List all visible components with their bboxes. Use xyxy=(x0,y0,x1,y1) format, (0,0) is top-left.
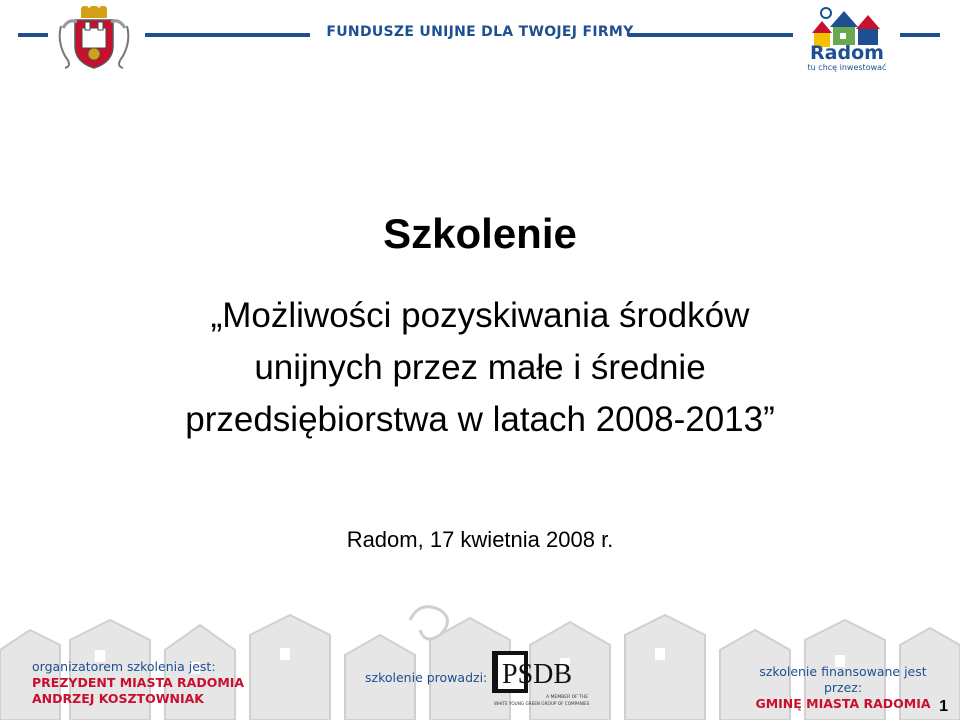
organizer-name: PREZYDENT MIASTA RADOMIA xyxy=(32,675,245,690)
svg-text:Radom: Radom xyxy=(810,42,884,64)
subtitle-line: unijnych przez małe i średnie xyxy=(254,348,706,387)
funded-label: szkolenie finansowane jest przez: xyxy=(759,664,927,695)
svg-text:A MEMBER OF THE: A MEMBER OF THE xyxy=(546,695,589,700)
slide-title: Szkolenie xyxy=(383,210,577,257)
slide-subtitle xyxy=(0,290,960,446)
slide-date: Radom, 17 kwietnia 2008 r. xyxy=(346,527,614,552)
svg-text:tu chcę inwestować: tu chcę inwestować xyxy=(807,63,887,72)
psdb-logo-icon xyxy=(488,651,594,707)
footer-organizer xyxy=(32,659,244,707)
coat-of-arms-icon xyxy=(55,6,133,70)
page-number: 1 xyxy=(939,698,948,715)
organizer-person: ANDRZEJ KOSZTOWNIAK xyxy=(32,691,204,706)
footer-funding xyxy=(745,664,941,712)
subtitle-line: przedsiębiorstwa w latach 2008-2013” xyxy=(185,400,775,439)
funded-name: GMINĘ MIASTA RADOMIA xyxy=(755,696,931,711)
radom-logo-icon xyxy=(800,3,894,73)
organizer-label: organizatorem szkolenia jest: xyxy=(32,659,216,674)
conducted-label: szkolenie prowadzi: xyxy=(365,670,488,685)
subtitle-line: „Możliwości pozyskiwania środków xyxy=(210,296,750,335)
header-banner: FUNDUSZE UNIJNE DLA TWOJEJ FIRMY xyxy=(326,24,634,40)
svg-text:WHITE YOUNG GREEN GROUP OF COM: WHITE YOUNG GREEN GROUP OF COMPANIES xyxy=(494,701,590,706)
svg-text:PSDB: PSDB xyxy=(502,659,573,690)
